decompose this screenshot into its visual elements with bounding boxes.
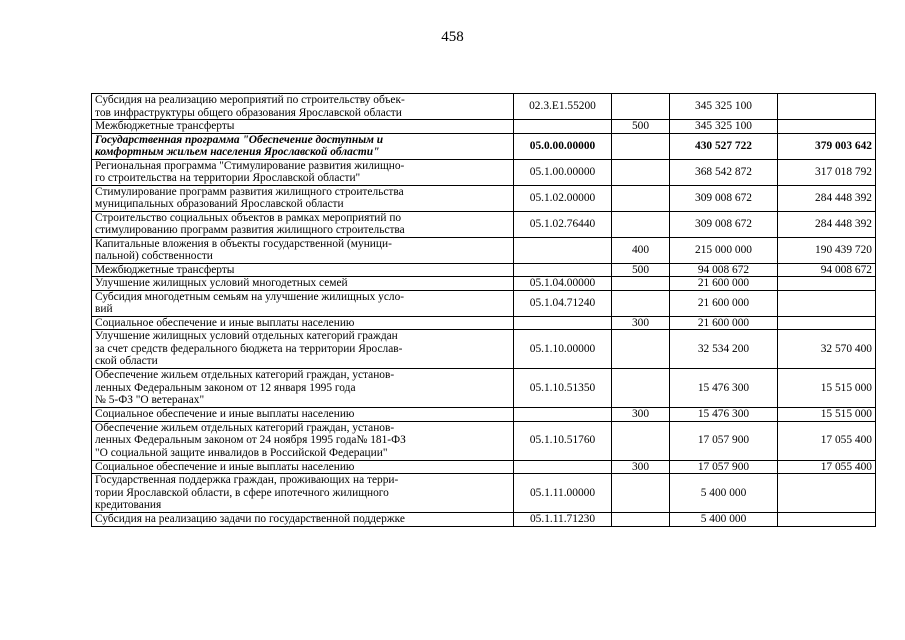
row-name-cell: Субсидия на реализацию задачи по государственной поддержке	[92, 513, 514, 527]
table-row	[92, 316, 876, 330]
row-code-cell	[514, 237, 612, 263]
row-sum-primary-cell: 430 527 722	[670, 133, 778, 159]
row-sum-primary-cell: 5 400 000	[670, 474, 778, 513]
row-name-cell: Строительство социальных объектов в рамках мероприятий по стимулированию программ развития жилищного строительства	[92, 211, 514, 237]
row-type-cell	[612, 133, 670, 159]
page-number: 458	[441, 29, 464, 45]
row-sum-primary-cell: 309 008 672	[670, 185, 778, 211]
row-sum-secondary-cell: 284 448 392	[778, 211, 876, 237]
row-sum-primary-cell: 32 534 200	[670, 330, 778, 369]
row-sum-secondary-cell	[778, 94, 876, 120]
row-sum-secondary-cell: 17 055 400	[778, 460, 876, 474]
row-type-cell	[612, 185, 670, 211]
row-type-cell	[612, 290, 670, 316]
row-code-cell	[514, 263, 612, 277]
row-type-cell: 500	[612, 263, 670, 277]
row-type-cell	[612, 474, 670, 513]
row-type-cell: 300	[612, 316, 670, 330]
row-name-cell: Улучшение жилищных условий отдельных категорий граждан за счет средств федерального бюджета на территории Ярослав- ской области	[92, 330, 514, 369]
row-sum-primary-cell: 345 325 100	[670, 94, 778, 120]
row-name-cell: Региональная программа "Стимулирование развития жилищно- го строительства на территории Ярославской области"	[92, 159, 514, 185]
row-sum-secondary-cell	[778, 316, 876, 330]
row-sum-secondary-cell: 94 008 672	[778, 263, 876, 277]
row-sum-primary-cell: 5 400 000	[670, 513, 778, 527]
row-sum-primary-cell: 15 476 300	[670, 369, 778, 408]
row-sum-secondary-cell	[778, 277, 876, 291]
table-row	[92, 263, 876, 277]
row-sum-secondary-cell: 17 055 400	[778, 421, 876, 460]
row-type-cell: 300	[612, 408, 670, 422]
row-code-cell: 02.3.E1.55200	[514, 94, 612, 120]
row-code-cell	[514, 316, 612, 330]
budget-table-body	[92, 94, 876, 527]
table-row	[92, 290, 876, 316]
row-sum-secondary-cell: 15 515 000	[778, 369, 876, 408]
row-sum-primary-cell: 309 008 672	[670, 211, 778, 237]
row-type-cell: 300	[612, 460, 670, 474]
row-type-cell	[612, 421, 670, 460]
row-name-cell: Межбюджетные трансферты	[92, 120, 514, 134]
table-row	[92, 94, 876, 120]
row-type-cell	[612, 277, 670, 291]
row-name-cell: Государственная программа "Обеспечение доступным и комфортным жильем населения Ярославской области"	[92, 133, 514, 159]
row-sum-primary-cell: 368 542 872	[670, 159, 778, 185]
row-code-cell: 05.1.10.00000	[514, 330, 612, 369]
row-type-cell	[612, 513, 670, 527]
table-row	[92, 369, 876, 408]
row-name-cell: Социальное обеспечение и иные выплаты населению	[92, 460, 514, 474]
row-code-cell	[514, 408, 612, 422]
table-row	[92, 474, 876, 513]
row-name-cell: Стимулирование программ развития жилищного строительства муниципальных образований Ярославской области	[92, 185, 514, 211]
row-code-cell: 05.1.04.71240	[514, 290, 612, 316]
row-name-cell: Межбюджетные трансферты	[92, 263, 514, 277]
row-type-cell	[612, 159, 670, 185]
row-name-cell: Социальное обеспечение и иные выплаты населению	[92, 408, 514, 422]
row-code-cell	[514, 120, 612, 134]
table-row	[92, 277, 876, 291]
row-sum-primary-cell: 17 057 900	[670, 421, 778, 460]
row-sum-secondary-cell	[778, 120, 876, 134]
row-sum-primary-cell: 94 008 672	[670, 263, 778, 277]
table-row	[92, 513, 876, 527]
row-sum-secondary-cell: 317 018 792	[778, 159, 876, 185]
row-type-cell: 500	[612, 120, 670, 134]
row-name-cell: Социальное обеспечение и иные выплаты населению	[92, 316, 514, 330]
row-type-cell	[612, 211, 670, 237]
row-sum-secondary-cell: 15 515 000	[778, 408, 876, 422]
row-sum-primary-cell: 215 000 000	[670, 237, 778, 263]
table-row	[92, 460, 876, 474]
row-name-cell: Улучшение жилищных условий многодетных семей	[92, 277, 514, 291]
table-row	[92, 421, 876, 460]
row-code-cell: 05.1.10.51760	[514, 421, 612, 460]
row-sum-primary-cell: 15 476 300	[670, 408, 778, 422]
table-row	[92, 159, 876, 185]
row-sum-primary-cell: 21 600 000	[670, 316, 778, 330]
row-code-cell: 05.1.04.00000	[514, 277, 612, 291]
row-code-cell: 05.1.02.00000	[514, 185, 612, 211]
row-type-cell	[612, 330, 670, 369]
row-code-cell: 05.1.11.71230	[514, 513, 612, 527]
row-code-cell: 05.1.11.00000	[514, 474, 612, 513]
row-name-cell: Обеспечение жильем отдельных категорий граждан, установ- ленных Федеральным законом от 12 января 1995 года № 5-ФЗ "О ветеранах"	[92, 369, 514, 408]
row-sum-secondary-cell: 32 570 400	[778, 330, 876, 369]
row-code-cell: 05.0.00.00000	[514, 133, 612, 159]
row-type-cell: 400	[612, 237, 670, 263]
row-sum-secondary-cell	[778, 290, 876, 316]
row-code-cell: 05.1.00.00000	[514, 159, 612, 185]
budget-table	[91, 93, 876, 527]
row-name-cell: Государственная поддержка граждан, проживающих на терри- тории Ярославской области, в сфере ипотечного жилищного кредитования	[92, 474, 514, 513]
row-type-cell	[612, 369, 670, 408]
row-code-cell: 05.1.02.76440	[514, 211, 612, 237]
table-row	[92, 211, 876, 237]
table-row	[92, 133, 876, 159]
row-name-cell: Капитальные вложения в объекты государственной (муници- пальной) собственности	[92, 237, 514, 263]
row-name-cell: Субсидия на реализацию мероприятий по строительству объек- тов инфраструктуры общего образования Ярославской области	[92, 94, 514, 120]
row-code-cell	[514, 460, 612, 474]
row-sum-primary-cell: 21 600 000	[670, 277, 778, 291]
table-row	[92, 120, 876, 134]
row-sum-secondary-cell	[778, 513, 876, 527]
row-sum-primary-cell: 345 325 100	[670, 120, 778, 134]
row-type-cell	[612, 94, 670, 120]
row-name-cell: Субсидия многодетным семьям на улучшение жилищных усло- вий	[92, 290, 514, 316]
row-sum-secondary-cell	[778, 474, 876, 513]
table-row	[92, 237, 876, 263]
row-name-cell: Обеспечение жильем отдельных категорий граждан, установ- ленных Федеральным законом от 24 ноября 1995 года№ 181-ФЗ "О социальной защите инвалидов в Российской Федерации"	[92, 421, 514, 460]
row-code-cell: 05.1.10.51350	[514, 369, 612, 408]
row-sum-secondary-cell: 379 003 642	[778, 133, 876, 159]
table-row	[92, 408, 876, 422]
table-row	[92, 330, 876, 369]
row-sum-secondary-cell: 190 439 720	[778, 237, 876, 263]
row-sum-primary-cell: 17 057 900	[670, 460, 778, 474]
row-sum-secondary-cell: 284 448 392	[778, 185, 876, 211]
row-sum-primary-cell: 21 600 000	[670, 290, 778, 316]
table-row	[92, 185, 876, 211]
